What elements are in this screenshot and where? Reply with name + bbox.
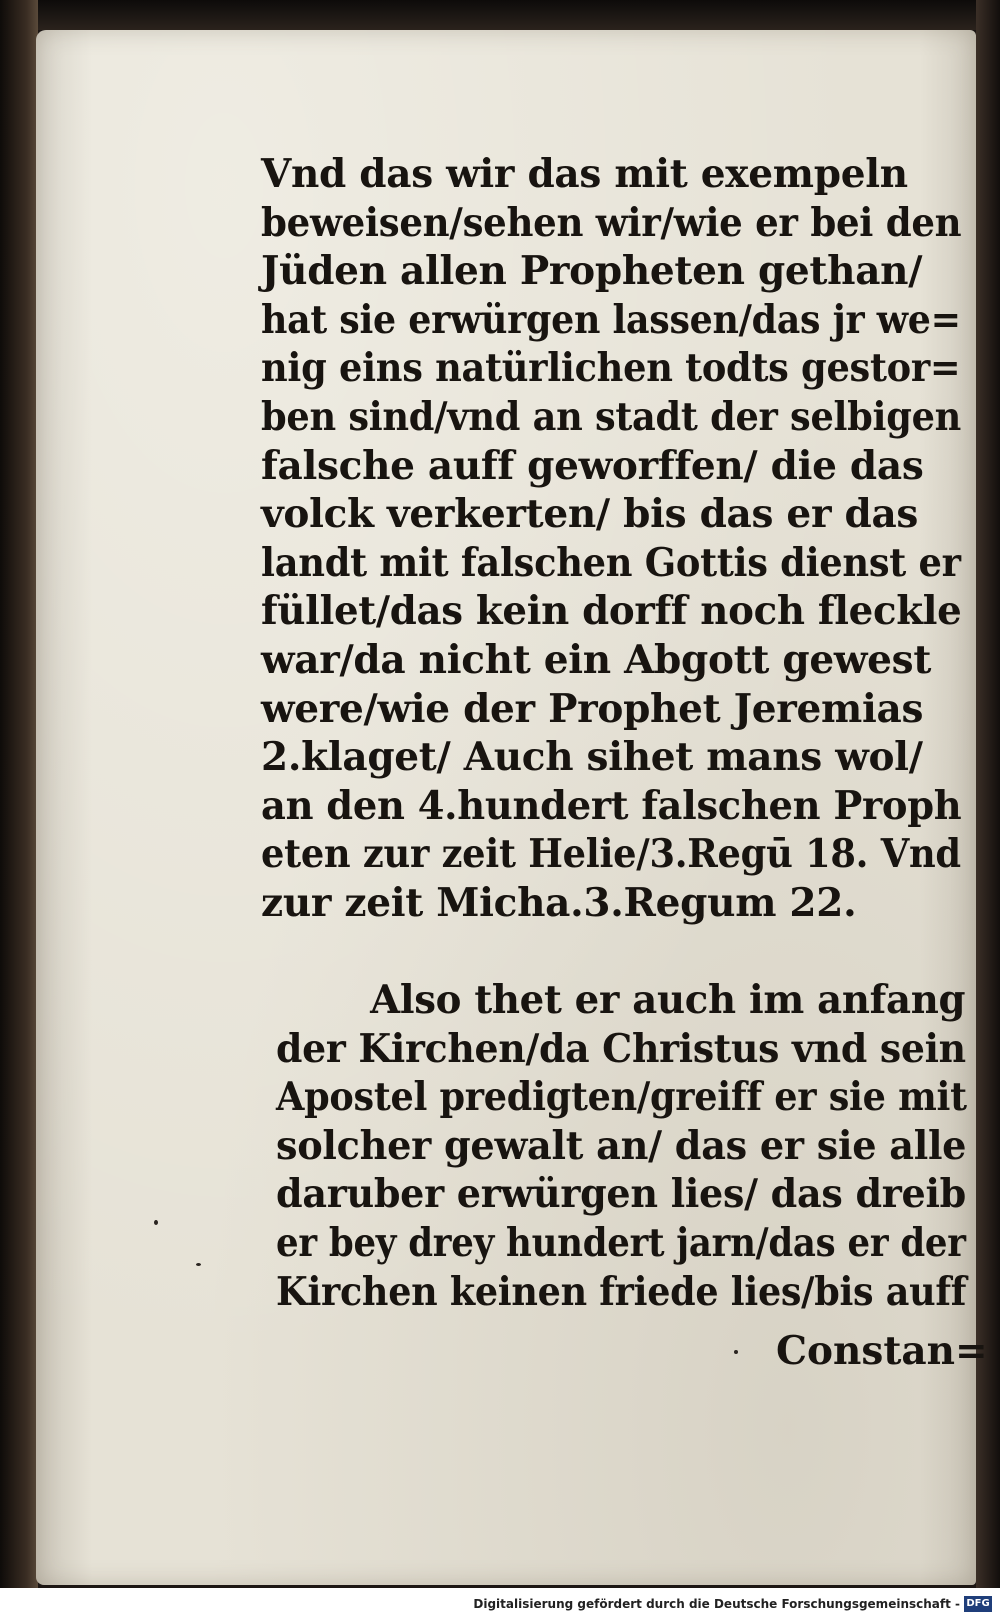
text-line: füllet/das kein dorff noch fleckle [261,588,962,635]
text-line: eten zur zeit Helie/3.Regū 18. Vnd [261,831,961,878]
text-line: nig eins natürlichen todts gestor= [261,345,961,392]
text-line: ben sind/vnd an stadt der selbigen [261,393,962,440]
paragraph-2 [276,976,966,1316]
text-line: an den 4.hundert falschen Proph [261,782,962,829]
book-binding-edge [0,0,38,1618]
text-line: Kirchen keinen friede lies/bis auff [276,1268,967,1315]
text-line: landt mit falschen Gottis dienst er [261,539,961,586]
ink-speck [196,1263,201,1266]
book-page [36,30,988,1585]
text-line: war/da nicht ein Abgott gewest [261,636,932,683]
text-line: zur zeit Micha.3.Regum 22. [261,879,857,926]
text-line: were/wie der Prophet Jeremias [261,685,924,732]
text-line: hat sie erwürgen lassen/das jr we= [261,296,961,343]
text-line: 2.klaget/ Auch sihet mans wol/ [261,734,923,781]
scan-top-edge [0,0,1000,30]
funding-credit: Digitalisierung gefördert durch die Deutsche Forschungsgemeinschaft - [473,1597,960,1611]
dfg-logo: DFG [964,1596,992,1612]
ink-speck [154,1220,158,1225]
ink-speck [734,1350,738,1354]
text-line: Jüden allen Propheten gethan/ [261,248,923,295]
text-line: Also thet er auch im anfang [370,977,966,1023]
text-line: Vnd das wir das mit exempeln [261,151,908,197]
scan-right-edge [976,0,1000,1618]
paragraph-1 [261,150,961,928]
text-line: beweisen/sehen wir/wie er bei den [261,199,962,246]
text-line: falsche auff geworffen/ die das [261,442,924,489]
footer-bar [0,1588,1000,1618]
text-line: er bey drey hundert jarn/das er der [276,1219,966,1266]
text-line: volck verkerten/ bis das er das [261,491,919,538]
text-line: daruber erwürgen lies/ das dreib [276,1171,966,1218]
text-line: der Kirchen/da Christus vnd sein [276,1025,966,1072]
text-line: solcher gewalt an/ das er sie alle [276,1122,967,1169]
text-line: Apostel predigten/greiff er sie mit [276,1074,967,1121]
catchword: Constan= [776,1328,988,1374]
